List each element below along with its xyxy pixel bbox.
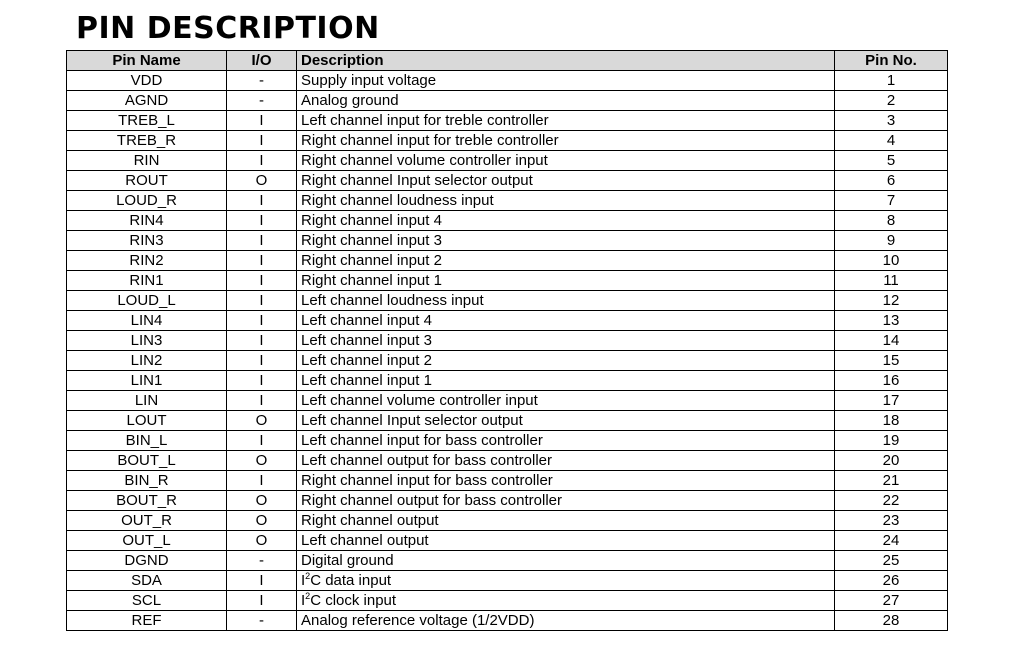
io-cell: O bbox=[227, 531, 297, 551]
page-title: PIN DESCRIPTION bbox=[76, 11, 380, 46]
pin-name-cell: RIN2 bbox=[67, 251, 227, 271]
pin-name-cell: OUT_L bbox=[67, 531, 227, 551]
io-cell: I bbox=[227, 471, 297, 491]
description-cell: Right channel input for treble controller bbox=[297, 131, 835, 151]
description-cell: Left channel volume controller input bbox=[297, 391, 835, 411]
description-cell: Right channel output bbox=[297, 511, 835, 531]
description-cell: Left channel input 3 bbox=[297, 331, 835, 351]
table-row bbox=[67, 131, 948, 151]
io-cell: I bbox=[227, 591, 297, 611]
pin-name-cell: REF bbox=[67, 611, 227, 631]
table-row bbox=[67, 491, 948, 511]
table-row bbox=[67, 271, 948, 291]
description-cell: Left channel output for bass controller bbox=[297, 451, 835, 471]
table-row bbox=[67, 571, 948, 591]
pin-number-cell: 7 bbox=[835, 191, 948, 211]
pin-number-cell: 6 bbox=[835, 171, 948, 191]
io-cell: I bbox=[227, 311, 297, 331]
header-pin-name: Pin Name bbox=[67, 51, 227, 71]
io-cell: I bbox=[227, 571, 297, 591]
pin-name-cell: LIN4 bbox=[67, 311, 227, 331]
description-cell: Analog ground bbox=[297, 91, 835, 111]
pin-number-cell: 28 bbox=[835, 611, 948, 631]
pin-name-cell: RIN bbox=[67, 151, 227, 171]
pin-number-cell: 23 bbox=[835, 511, 948, 531]
io-cell: I bbox=[227, 111, 297, 131]
table-row bbox=[67, 591, 948, 611]
table-row bbox=[67, 451, 948, 471]
table-row bbox=[67, 71, 948, 91]
pin-number-cell: 9 bbox=[835, 231, 948, 251]
pin-number-cell: 17 bbox=[835, 391, 948, 411]
pin-number-cell: 27 bbox=[835, 591, 948, 611]
io-cell: I bbox=[227, 151, 297, 171]
header-row bbox=[67, 51, 948, 71]
description-suffix: C data input bbox=[310, 572, 392, 589]
pin-description-table bbox=[66, 50, 948, 631]
table-row bbox=[67, 391, 948, 411]
pin-number-cell: 10 bbox=[835, 251, 948, 271]
pin-name-cell: LOUD_L bbox=[67, 291, 227, 311]
description-cell: Right channel output for bass controller bbox=[297, 491, 835, 511]
table-row bbox=[67, 551, 948, 571]
description-cell bbox=[297, 591, 835, 611]
io-cell: I bbox=[227, 391, 297, 411]
table-row bbox=[67, 211, 948, 231]
description-cell: Supply input voltage bbox=[297, 71, 835, 91]
description-cell: Right channel volume controller input bbox=[297, 151, 835, 171]
table-row bbox=[67, 411, 948, 431]
pin-number-cell: 5 bbox=[835, 151, 948, 171]
pin-name-cell: SDA bbox=[67, 571, 227, 591]
description-cell: Left channel Input selector output bbox=[297, 411, 835, 431]
pin-name-cell: LIN1 bbox=[67, 371, 227, 391]
pin-name-cell: AGND bbox=[67, 91, 227, 111]
description-cell: Left channel input 4 bbox=[297, 311, 835, 331]
pin-number-cell: 14 bbox=[835, 331, 948, 351]
pin-number-cell: 26 bbox=[835, 571, 948, 591]
table-row bbox=[67, 251, 948, 271]
pin-number-cell: 19 bbox=[835, 431, 948, 451]
pin-name-cell: RIN3 bbox=[67, 231, 227, 251]
table-row bbox=[67, 191, 948, 211]
pin-number-cell: 1 bbox=[835, 71, 948, 91]
io-cell: I bbox=[227, 191, 297, 211]
io-cell: - bbox=[227, 71, 297, 91]
table-row bbox=[67, 611, 948, 631]
pin-name-cell: LOUT bbox=[67, 411, 227, 431]
io-cell: I bbox=[227, 291, 297, 311]
description-cell: Left channel input for bass controller bbox=[297, 431, 835, 451]
io-cell: I bbox=[227, 271, 297, 291]
description-cell: Right channel input 2 bbox=[297, 251, 835, 271]
description-cell: Left channel loudness input bbox=[297, 291, 835, 311]
pin-number-cell: 22 bbox=[835, 491, 948, 511]
table-row bbox=[67, 331, 948, 351]
description-prefix: I bbox=[301, 572, 306, 589]
io-cell: I bbox=[227, 331, 297, 351]
description-cell: Right channel input 1 bbox=[297, 271, 835, 291]
description-cell bbox=[297, 571, 835, 591]
pin-name-cell: TREB_L bbox=[67, 111, 227, 131]
pin-name-cell: DGND bbox=[67, 551, 227, 571]
pin-number-cell: 12 bbox=[835, 291, 948, 311]
table-row bbox=[67, 431, 948, 451]
table-row bbox=[67, 291, 948, 311]
io-cell: O bbox=[227, 171, 297, 191]
pin-number-cell: 2 bbox=[835, 91, 948, 111]
table-row bbox=[67, 511, 948, 531]
io-cell: I bbox=[227, 431, 297, 451]
table-row bbox=[67, 111, 948, 131]
pin-number-cell: 18 bbox=[835, 411, 948, 431]
table-row bbox=[67, 151, 948, 171]
pin-name-cell: TREB_R bbox=[67, 131, 227, 151]
pin-name-cell: RIN1 bbox=[67, 271, 227, 291]
description-cell: Right channel Input selector output bbox=[297, 171, 835, 191]
pin-name-cell: BOUT_L bbox=[67, 451, 227, 471]
superscript: 2 bbox=[305, 571, 311, 581]
description-cell: Right channel input 4 bbox=[297, 211, 835, 231]
description-cell: Left channel input for treble controller bbox=[297, 111, 835, 131]
io-cell: O bbox=[227, 491, 297, 511]
pin-name-cell: LIN2 bbox=[67, 351, 227, 371]
table-row bbox=[67, 531, 948, 551]
io-cell: - bbox=[227, 611, 297, 631]
header-io: I/O bbox=[227, 51, 297, 71]
io-cell: - bbox=[227, 551, 297, 571]
pin-number-cell: 13 bbox=[835, 311, 948, 331]
io-cell: - bbox=[227, 91, 297, 111]
description-cell: Digital ground bbox=[297, 551, 835, 571]
pin-number-cell: 25 bbox=[835, 551, 948, 571]
header-pin-no: Pin No. bbox=[835, 51, 948, 71]
pin-name-cell: BIN_L bbox=[67, 431, 227, 451]
table-row bbox=[67, 311, 948, 331]
pin-name-cell: BOUT_R bbox=[67, 491, 227, 511]
pin-number-cell: 15 bbox=[835, 351, 948, 371]
table-row bbox=[67, 171, 948, 191]
description-cell: Left channel output bbox=[297, 531, 835, 551]
table-row bbox=[67, 471, 948, 491]
description-suffix: C clock input bbox=[310, 592, 397, 609]
description-cell: Right channel input 3 bbox=[297, 231, 835, 251]
pin-name-cell: ROUT bbox=[67, 171, 227, 191]
pin-name-cell: BIN_R bbox=[67, 471, 227, 491]
pin-name-cell: OUT_R bbox=[67, 511, 227, 531]
table-row bbox=[67, 371, 948, 391]
io-cell: I bbox=[227, 131, 297, 151]
io-cell: I bbox=[227, 351, 297, 371]
pin-name-cell: SCL bbox=[67, 591, 227, 611]
table-header bbox=[67, 51, 948, 71]
pin-name-cell: LOUD_R bbox=[67, 191, 227, 211]
pin-name-cell: RIN4 bbox=[67, 211, 227, 231]
description-cell: Analog reference voltage (1/2VDD) bbox=[297, 611, 835, 631]
io-cell: I bbox=[227, 371, 297, 391]
pin-number-cell: 11 bbox=[835, 271, 948, 291]
pin-name-cell: LIN bbox=[67, 391, 227, 411]
description-cell: Left channel input 1 bbox=[297, 371, 835, 391]
description-cell: Right channel loudness input bbox=[297, 191, 835, 211]
table-row bbox=[67, 351, 948, 371]
pin-number-cell: 3 bbox=[835, 111, 948, 131]
io-cell: I bbox=[227, 211, 297, 231]
description-cell: Right channel input for bass controller bbox=[297, 471, 835, 491]
table-body bbox=[67, 71, 948, 631]
pin-number-cell: 24 bbox=[835, 531, 948, 551]
pin-number-cell: 4 bbox=[835, 131, 948, 151]
io-cell: O bbox=[227, 511, 297, 531]
io-cell: O bbox=[227, 451, 297, 471]
io-cell: I bbox=[227, 231, 297, 251]
description-cell: Left channel input 2 bbox=[297, 351, 835, 371]
pin-number-cell: 20 bbox=[835, 451, 948, 471]
description-prefix: I bbox=[301, 592, 306, 609]
pin-number-cell: 16 bbox=[835, 371, 948, 391]
header-description: Description bbox=[297, 51, 835, 71]
pin-name-cell: VDD bbox=[67, 71, 227, 91]
superscript: 2 bbox=[305, 591, 311, 601]
pin-number-cell: 8 bbox=[835, 211, 948, 231]
io-cell: I bbox=[227, 251, 297, 271]
table-row bbox=[67, 231, 948, 251]
table-row bbox=[67, 91, 948, 111]
pin-number-cell: 21 bbox=[835, 471, 948, 491]
pin-name-cell: LIN3 bbox=[67, 331, 227, 351]
io-cell: O bbox=[227, 411, 297, 431]
